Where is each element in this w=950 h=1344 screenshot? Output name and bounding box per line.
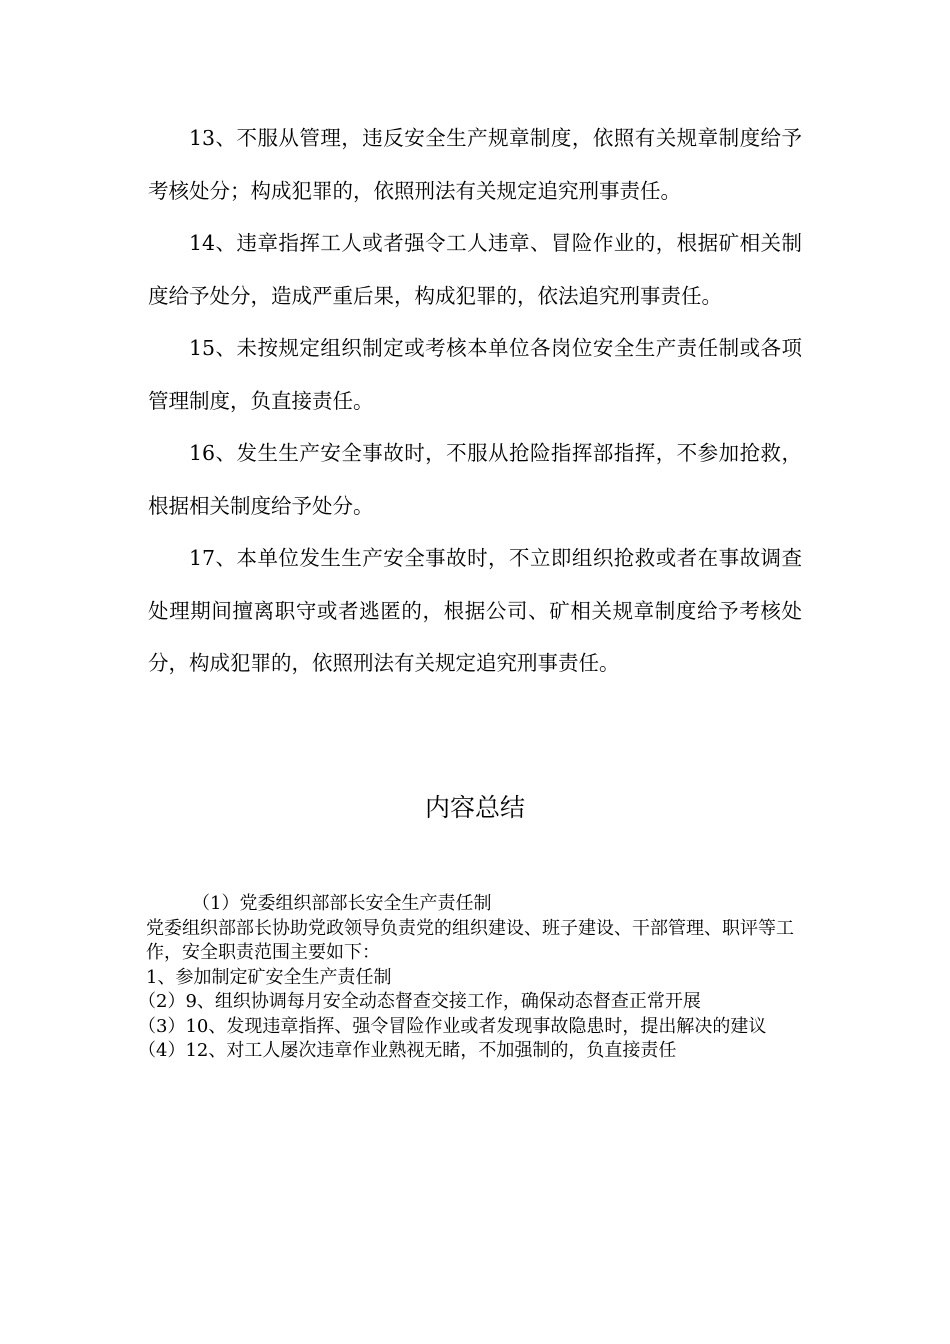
summary-line-item-3: （3）10、发现违章指挥、强令冒险作业或者发现事故隐患时，提出解决的建议 — [138, 1015, 767, 1037]
summary-line-item-4: （4）12、对工人屡次违章作业熟视无睹，不加强制的，负直接责任 — [138, 1040, 677, 1061]
paragraph-14: 14、违章指挥工人或者强令工人违章、冒险作业的，根据矿相关制度给予处分，造成严重后果，构成犯罪的，依法追究刑事责任。 — [148, 231, 802, 308]
summary-heading: 内容总结 — [424, 793, 525, 822]
paragraph-17: 17、本单位发生生产安全事故时，不立即组织抢救或者在事故调查处理期间擅离职守或者逃匿的，根据公司、矿相关规章制度给予考核处分，构成犯罪的，依照刑法有关规定追究刑事责任。 — [148, 546, 802, 675]
summary-line-intro: 党委组织部部长协助党政领导负责党的组织建设、班子建设、干部管理、职评等工作，安全职责范围主要如下： — [146, 917, 794, 963]
body-text — [148, 112, 802, 690]
paragraph-15: 15、未按规定组织制定或考核本单位各岗位安全生产责任制或各项管理制度，负直接责任。 — [148, 336, 802, 413]
summary-line-title: （1）党委组织部部长安全生产责任制 — [192, 893, 492, 914]
summary-line-item-1: 1、参加制定矿安全生产责任制 — [146, 966, 392, 988]
summary-line-item-2: （2）9、组织协调每月安全动态督查交接工作，确保动态督查正常开展 — [138, 991, 701, 1012]
paragraph-13: 13、不服从管理，违反安全生产规章制度，依照有关规章制度给予考核处分；构成犯罪的，依照刑法有关规定追究刑事责任。 — [148, 126, 802, 203]
summary-section — [138, 892, 806, 1064]
paragraph-16: 16、发生生产安全事故时，不服从抢险指挥部指挥，不参加抢救，根据相关制度给予处分。 — [148, 441, 802, 518]
